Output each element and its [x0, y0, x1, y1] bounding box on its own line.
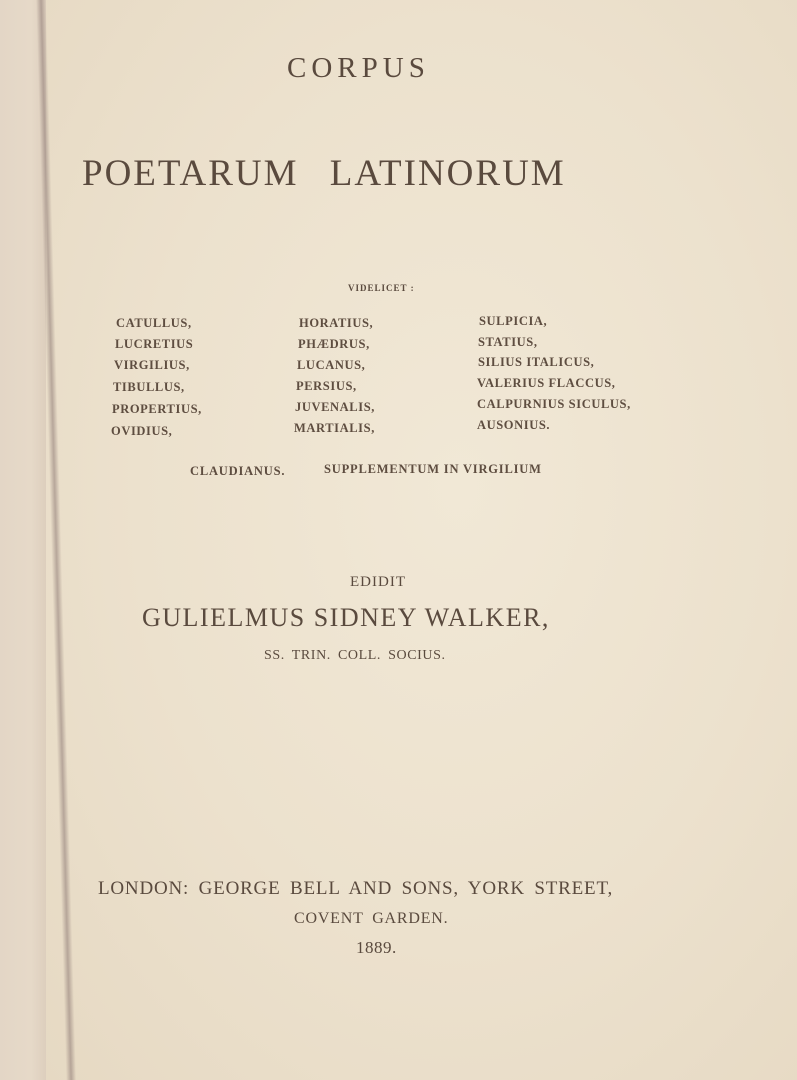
page-title: POETARUM LATINORUM	[82, 153, 566, 194]
editor-name: GULIELMUS SIDNEY WALKER,	[142, 603, 550, 632]
supplementum: SUPPLEMENTUM IN VIRGILIUM	[324, 462, 542, 476]
poet-name: JUVENALIS,	[295, 400, 375, 414]
editor-affiliation: SS. TRIN. COLL. SOCIUS.	[264, 648, 446, 663]
poet-name: CALPURNIUS SICULUS,	[477, 397, 631, 411]
poet-name: CATULLUS,	[116, 316, 192, 330]
poet-name: HORATIUS,	[299, 316, 374, 330]
poet-name: MARTIALIS,	[294, 421, 375, 435]
poet-name: TIBULLUS,	[113, 380, 185, 394]
videlicet-label: VIDELICET :	[348, 283, 415, 293]
poet-name: STATIUS,	[478, 335, 538, 349]
poet-name: SILIUS ITALICUS,	[478, 355, 595, 369]
claudianus: CLAUDIANUS.	[190, 464, 286, 478]
heading-corpus: CORPUS	[287, 52, 430, 84]
edidit-label: EDIDIT	[350, 574, 406, 590]
poet-name: VIRGILIUS,	[114, 358, 190, 372]
publication-year: 1889.	[356, 938, 397, 957]
poet-name: PHÆDRUS,	[298, 337, 370, 351]
poet-name: SULPICIA,	[479, 314, 548, 328]
poet-name: PERSIUS,	[296, 379, 357, 393]
poet-name: PROPERTIUS,	[112, 402, 202, 416]
poet-name: VALERIUS FLACCUS,	[477, 376, 616, 390]
poet-name: LUCANUS,	[297, 358, 366, 372]
publisher-location: COVENT GARDEN.	[294, 910, 449, 927]
poet-name: OVIDIUS,	[111, 424, 173, 438]
poet-name: LUCRETIUS	[115, 337, 194, 351]
poet-name: AUSONIUS.	[477, 418, 551, 432]
publisher-line: LONDON: GEORGE BELL AND SONS, YORK STREET,	[98, 878, 614, 899]
